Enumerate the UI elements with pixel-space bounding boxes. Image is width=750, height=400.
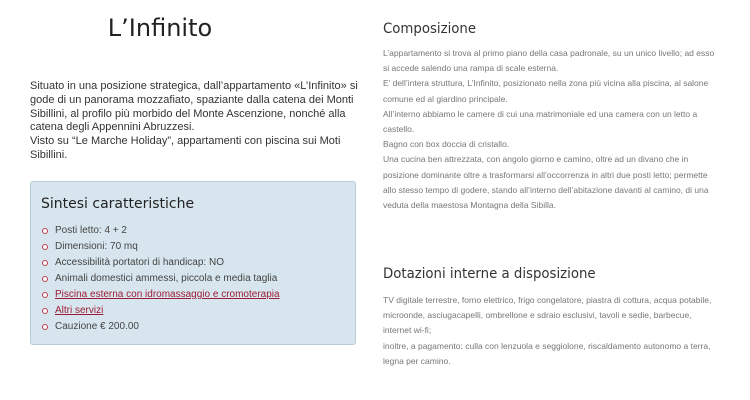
bullet-icon — [42, 244, 48, 250]
pool-link[interactable]: Piscina esterna con idromassaggio e cromoterapia — [55, 289, 280, 300]
feature-item-size: Dimensioni: 70 mq — [41, 239, 280, 255]
feature-item-beds: Posti letto: 4 + 2 — [41, 223, 280, 239]
bullet-icon — [42, 324, 48, 330]
composition-title: Composizione — [383, 21, 477, 37]
bullet-icon — [42, 292, 48, 298]
bullet-icon — [42, 308, 48, 314]
property-intro: Situato in una posizione strategica, dall’appartamento «L’Infinito» si gode di un panorama mozzafiato, spaziante dalla catena dei Monti Sibillini, al profilo più morbido del Monte Ascenzione, nonché alla catena degli Appennini Abruzzesi. Visto su “Le Marche Holiday”, appartamenti con piscina sui Moti Sibillini. — [30, 80, 358, 161]
bullet-icon — [42, 260, 48, 266]
other-services-link[interactable]: Altri servizi — [55, 305, 104, 316]
feature-item-pets: Animali domestici ammessi, piccola e media taglia — [41, 271, 280, 287]
feature-item-accessibility: Accessibilità portatori di handicap: NO — [41, 255, 280, 271]
bullet-icon — [42, 276, 48, 282]
amenities-title: Dotazioni interne a disposizione — [383, 266, 596, 282]
property-title: L’Infinito — [107, 14, 213, 42]
feature-item-deposit: Cauzione € 200.00 — [41, 319, 280, 335]
amenities-text: TV digitale terrestre, forno elettrico, frigo congelatore, piastra di cottura, acqua potabile, microonde, asciugacapelli, ombrellone e sdraio esclusivi, tavoli e sedie, barbecue, internet wi-fi; inoltre, a pagamento: culla con lenzuola e seggiolone, riscaldamento autonomo a terra, legna per camino. — [383, 295, 712, 366]
feature-item-pool — [41, 287, 280, 303]
features-box — [30, 181, 356, 345]
bullet-icon — [42, 228, 48, 234]
composition-text: L’appartamento si trova al primo piano della casa padronale, su un unico livello; ad esso si accede salendo una rampa di scale esterna. E’ dell’intera struttura, L’Infinito, posizionato nella zona più vicina alla piscina, al salone comune ed al giardino principale. All’interno abbiamo le camere di cui una matrimoniale ed una camera con un letto a castello. Bagno con box doccia di cristallo. Una cucina ben attrezzata, con angolo giorno e camino, oltre ad un divano che in posizione dominante oltre a trasformarsi all’occorrenza in altri due posti letto; permette allo stesso tempo di godere, stando all’interno dell’abitazione davanti al camino, di una veduta della maestosa Montagna della Sibilla. — [383, 48, 715, 211]
features-list — [41, 223, 280, 335]
features-title: Sintesi caratteristiche — [41, 196, 195, 212]
feature-item-services — [41, 303, 280, 319]
